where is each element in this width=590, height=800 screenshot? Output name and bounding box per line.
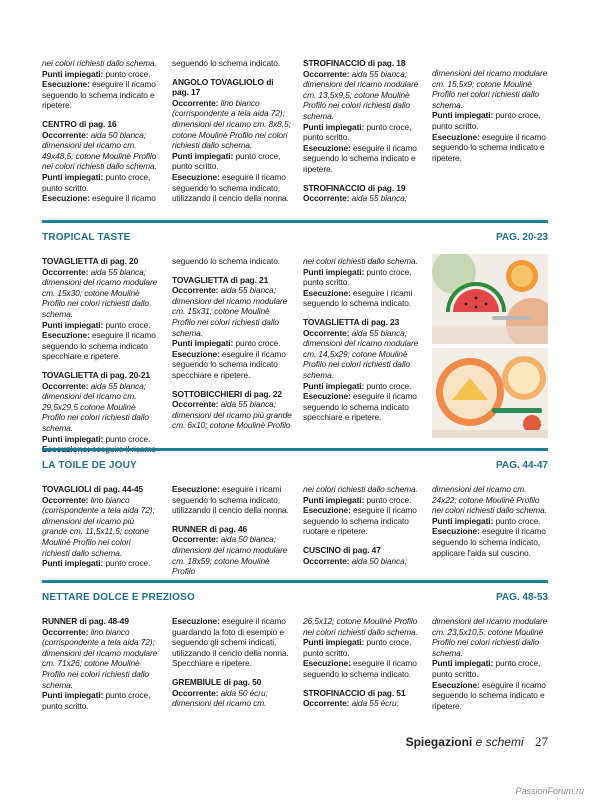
field-value: punto croce. [495, 515, 541, 526]
continued-text-italic: nei colori richiesti dallo schema. [42, 58, 157, 68]
field-label: Punti impiegati: [303, 637, 365, 648]
footer-subtitle: e schemi [475, 735, 524, 749]
continued-text [42, 58, 160, 69]
field-line [42, 690, 160, 711]
continued-text [303, 256, 421, 267]
photo-orange-plates [432, 348, 548, 438]
field-value: eseguire il ricamo seguendo lo schema indicato, utilizzando il cencio della nonna. [172, 171, 289, 204]
field-label: Punti impiegati: [42, 690, 104, 701]
field-value: punto croce, punto scritto. [432, 658, 541, 679]
field-value: aida 55 ècru; [351, 698, 399, 709]
item-heading: TOVAGLIETTA di pag. 21 [172, 274, 269, 285]
field-line [172, 534, 292, 576]
field-line [42, 495, 160, 559]
field-label: Occorrente: [172, 534, 219, 545]
field-label: Punti impiegati: [42, 171, 104, 182]
top-col-4 [432, 68, 550, 163]
field-value: aida 50 bianca; dimensioni del ricamo modulare cm. 18x59; cotone Moulinè Profilo [172, 534, 288, 577]
field-line [303, 143, 421, 175]
field-label: Occorrente: [172, 285, 219, 296]
field-line [432, 516, 550, 527]
field-label: Esecuzione: [42, 193, 90, 204]
field-line [42, 79, 160, 111]
field-value: punto croce. [105, 433, 151, 444]
field-label: Occorrente: [303, 68, 350, 79]
section-header-tropical [42, 220, 548, 250]
field-line [172, 484, 292, 516]
field-label: Esecuzione: [432, 131, 480, 142]
field-label: Punti impiegati: [432, 515, 494, 526]
field-line [432, 658, 550, 679]
item-heading: CUSCINO di pag. 47 [303, 544, 381, 555]
section-pages: PAG. 44-47 [495, 460, 548, 471]
field-line [303, 69, 421, 122]
field-line [42, 172, 160, 193]
field-value: aida 50 bianca; dimensioni del ricamo cm. 49x48,5; cotone Moulinè Profilo nei colori richiesti dallo schema. [42, 129, 157, 172]
field-label: Occorrente: [303, 555, 350, 566]
field-value: eseguire i ricami seguendo lo schema indicato, utilizzando il cencio della nonna. [172, 484, 289, 516]
section-divider [42, 220, 548, 223]
field-line [303, 381, 421, 392]
page-footer [406, 734, 548, 750]
field-line [42, 434, 160, 445]
field-value: aida 55 bianca; [351, 193, 407, 204]
field-label: Occorrente: [42, 380, 89, 391]
field-line [42, 381, 160, 434]
field-label: Occorrente: [42, 129, 89, 140]
field-line [303, 267, 421, 288]
section-title: NETTARE DOLCE E PREZIOSO [42, 592, 195, 603]
field-line [303, 698, 421, 709]
item-heading: RUNNER di pag. 46 [172, 523, 248, 534]
field-label: Esecuzione: [432, 679, 480, 690]
section-pages: PAG. 20-23 [495, 232, 548, 243]
field-value: eseguire il ricamo [92, 193, 156, 204]
continued-text [303, 616, 421, 637]
field-value: aida 55 bianca; dimensioni del ricamo modulare cm. 15x31; cotone Moulinè Profilo nei colori richiesti dallo schema. [172, 285, 288, 338]
field-label: Punti impiegati: [42, 68, 104, 79]
item-heading: SOTTOBICCHIERI di pag. 22 [172, 388, 282, 399]
field-label: Punti impiegati: [172, 338, 234, 349]
field-value: punto croce, punto scritto. [303, 266, 412, 288]
page-number: 27 [535, 734, 548, 749]
field-value: eseguire il ricamo seguendo lo schema indicato specchiare e ripetere. [172, 348, 286, 380]
field-line [172, 172, 292, 204]
field-line [172, 616, 292, 669]
field-line [172, 338, 292, 349]
field-value: eseguire il ricamo seguendo lo schema indicato. [303, 658, 417, 679]
jouy-col-4 [432, 484, 550, 558]
item-heading: TOVAGLIETTA di pag. 23 [303, 316, 400, 327]
field-value: punto croce. [366, 380, 412, 391]
field-value: lino bianco (corrispondente a tela aida 72); dimensioni del ricamo modulare cm. 71x26; cotone Moulinè Profilo nei colori richiesti dallo schema. [42, 626, 158, 690]
continued-text: seguendo lo schema indicato. [172, 58, 281, 68]
field-label: Esecuzione: [172, 171, 220, 182]
field-label: Punti impiegati: [172, 150, 234, 161]
continued-text [432, 484, 550, 516]
continued-text-italic: dimensioni del ricamo cm. 24x22; cotone Moulinè Profilo nei colori richiesti dallo schema. [432, 484, 547, 516]
field-value: eseguire il ricamo seguendo lo schema indicato ruotare e ripetere. [303, 505, 417, 537]
field-line [172, 688, 292, 709]
field-value: punto croce. [105, 319, 151, 330]
field-value: lino bianco (corrispondente a tela aida 72); dimensioni del ricamo cm. 8x8,5; cotone Moulinè Profilo nei colori richiesti dallo schema. [172, 97, 291, 151]
field-value: punto croce, punto scritto. [42, 171, 151, 193]
field-line [42, 267, 160, 320]
field-line [172, 349, 292, 381]
field-label: Esecuzione: [303, 287, 351, 298]
field-value: eseguire il ricamo seguendo lo schema indicato, applicare l'aida sul cuscino. [432, 526, 546, 558]
field-label: Punti impiegati: [42, 319, 104, 330]
field-line [432, 132, 550, 164]
field-value: eseguire il ricamo seguendo lo schema indicato e ripetere. [42, 79, 156, 111]
nettare-col-4 [432, 616, 550, 711]
field-line [303, 391, 421, 423]
field-line [303, 637, 421, 658]
field-label: Esecuzione: [42, 79, 90, 90]
field-label: Occorrente: [172, 97, 219, 108]
field-line [172, 399, 292, 431]
field-value: eseguire i ricami seguendo lo schema indicato. [303, 287, 413, 309]
field-line [303, 193, 421, 204]
field-line [432, 110, 550, 131]
field-label: Esecuzione: [303, 505, 351, 516]
item-heading: TOVAGLIOLI di pag. 44-45 [42, 484, 144, 494]
section-title: TROPICAL TASTE [42, 232, 131, 243]
field-line [42, 69, 160, 80]
section-divider [42, 580, 548, 583]
watermark: PassionForum.ru [515, 786, 584, 796]
field-line [42, 193, 160, 204]
field-line [303, 288, 421, 309]
field-label: Punti impiegati: [303, 121, 365, 132]
field-line [42, 558, 160, 569]
section-header-nettare [42, 580, 548, 610]
field-label: Punti impiegati: [432, 658, 494, 669]
field-value: punto croce. [235, 338, 281, 349]
field-label: Punti impiegati: [42, 433, 104, 444]
field-value: eseguire il ricamo seguendo lo schema indicato specchiare e ripetere. [42, 330, 156, 362]
field-value: aida 55 bianca; dimensioni del ricamo modulare cm. 13,5x9,5; cotone Moulinè Profilo nei colori richiesti dallo schema. [303, 68, 419, 121]
item-heading: RUNNER di pag. 48-49 [42, 616, 129, 626]
field-label: Occorrente: [42, 266, 89, 277]
top-col-3 [303, 58, 421, 204]
item-heading: CENTRO di pag. 16 [42, 118, 117, 129]
field-value: aida 55 bianca; dimensioni del ricamo cm. 29,5x29,5 cotone Moulinè Profilo nei colori richiesti dallo schema. [42, 380, 149, 433]
continued-text-italic: 26,5x12; cotone Moulinè Profilo nei colori richiesti dallo schema. [303, 616, 418, 637]
field-line [432, 680, 550, 712]
section-header-jouy [42, 448, 548, 478]
field-line [42, 627, 160, 691]
field-label: Esecuzione: [432, 526, 480, 537]
field-label: Punti impiegati: [303, 494, 365, 505]
item-heading: STROFINACCIO di pag. 51 [303, 687, 406, 698]
field-line [303, 328, 421, 381]
field-value: aida 55 bianca; dimensioni del ricamo più grande cm. 6x10; cotone Moulinè Profilo [172, 399, 292, 431]
item-heading: TOVAGLIETTA di pag. 20-21 [42, 369, 150, 380]
field-line [42, 320, 160, 331]
field-value: punto croce. [105, 558, 151, 569]
nettare-col-1 [42, 616, 160, 711]
jouy-col-1 [42, 484, 160, 569]
item-heading: TOVAGLIETTA di pag. 20 [42, 256, 139, 266]
field-label: Occorrente: [303, 327, 350, 338]
section-title: LA TOILE DE JOUY [42, 460, 137, 471]
section-divider [42, 448, 548, 451]
field-label: Punti impiegati: [432, 110, 494, 121]
field-value: aida 55 bianca; dimensioni del ricamo modulare cm. 14,5x29; cotone Moulinè Profilo nei colori richiesti dallo schema. [303, 327, 419, 380]
field-line [303, 658, 421, 679]
field-label: Occorrente: [172, 399, 219, 410]
field-line [432, 526, 550, 558]
item-heading: ANGOLO TOVAGLIOLO di pag. 17 [172, 76, 274, 98]
continued-text [303, 484, 421, 495]
continued-text [432, 616, 550, 658]
continued-text-italic: dimensioni del ricamo modulare cm. 23,5x10,5; cotone Moulinè Profilo nei colori richiesti dallo schema. [432, 616, 548, 658]
item-heading: STROFINACCIO di pag. 19 [303, 182, 406, 193]
continued-text-italic: dimensioni del ricamo modulare cm. 15,5x9; cotone Moulinè Profilo nei colori richiesti dallo schema. [432, 68, 548, 110]
field-label: Occorrente: [42, 626, 89, 637]
continued-text: seguendo lo schema indicato. [172, 256, 281, 266]
field-value: eseguire il ricamo seguendo lo schema indicato e ripetere. [303, 142, 417, 174]
field-value: eseguire il ricamo seguendo lo schema indicato e ripetere. [432, 131, 546, 163]
section-pages: PAG. 48-53 [495, 592, 548, 603]
tropical-col-2 [172, 256, 292, 431]
item-heading: GREMBIULE di pag. 50 [172, 676, 262, 687]
field-value: punto croce. [366, 494, 412, 505]
field-label: Occorrente: [172, 687, 219, 698]
field-label: Occorrente: [303, 698, 350, 709]
item-heading: STROFINACCIO di pag. 18 [303, 58, 406, 68]
field-label: Occorrente: [303, 193, 350, 204]
tropical-col-1 [42, 256, 160, 455]
field-value: punto croce, punto scritto. [303, 637, 412, 658]
tropical-col-3 [303, 256, 421, 423]
field-value: punto croce, punto scritto. [172, 150, 281, 172]
field-label: Esecuzione: [303, 658, 351, 669]
continued-text-italic: nei colori richiesti dallo schema. [303, 484, 418, 494]
field-label: Esecuzione: [42, 330, 90, 341]
nettare-col-3 [303, 616, 421, 709]
field-value: eseguire il ricamo seguendo lo schema indicato specchiare e ripetere. [303, 391, 417, 423]
field-line [172, 151, 292, 172]
continued-text-italic: nei colori richiesti dallo schema. [303, 256, 418, 266]
field-value: punto croce, punto scritto. [42, 690, 151, 711]
field-value: aida 50 bianca; [351, 555, 407, 566]
field-line [303, 556, 421, 567]
photo-watermelon-placemat [432, 254, 548, 344]
field-line [42, 130, 160, 172]
jouy-col-3 [303, 484, 421, 566]
footer-title: Spiegazioni [405, 735, 473, 749]
field-value: eseguire il ricamo guardando la foto di esempio e seguendo gli schemi indicati, utilizzando il cencio della nonna. Specchiare e ripetere. [172, 616, 289, 669]
field-label: Occorrente: [42, 494, 89, 505]
field-line [172, 98, 292, 151]
field-line [303, 505, 421, 537]
field-value: punto croce, punto scritto. [303, 121, 412, 143]
field-line [303, 122, 421, 143]
field-label: Esecuzione: [172, 348, 220, 359]
field-label: Esecuzione: [303, 142, 351, 153]
field-value: eseguire il ricamo seguendo lo schema indicato e ripetere. [432, 679, 546, 711]
field-value: lino bianco (corrispondente a tela aida 72); dimensioni del ricamo più grande cm. 11,5x11,5; cotone Moulinè Profilo nei colori richiesti dallo schema. [42, 494, 155, 558]
field-value: punto croce, punto scritto. [432, 110, 541, 131]
field-value: punto croce. [105, 68, 151, 79]
top-col-1 [42, 58, 160, 204]
continued-text [432, 68, 550, 110]
field-label: Punti impiegati: [303, 380, 365, 391]
field-label: Esecuzione: [172, 616, 220, 626]
field-value: aida 55 bianca; dimensioni del ricamo modulare cm. 15x30; cotone Moulinè Profilo nei colori richiesti dallo schema. [42, 266, 158, 319]
nettare-col-2 [172, 616, 292, 709]
field-label: Punti impiegati: [303, 266, 365, 277]
field-label: Punti impiegati: [42, 558, 104, 569]
field-line [42, 330, 160, 362]
field-label: Esecuzione: [172, 484, 220, 494]
field-line [172, 285, 292, 338]
jouy-col-2 [172, 484, 292, 577]
top-col-2 [172, 58, 292, 204]
field-value: aida 50 ècru; dimensioni del ricamo cm. [172, 687, 268, 709]
field-label: Esecuzione: [303, 391, 351, 402]
field-line [303, 495, 421, 506]
